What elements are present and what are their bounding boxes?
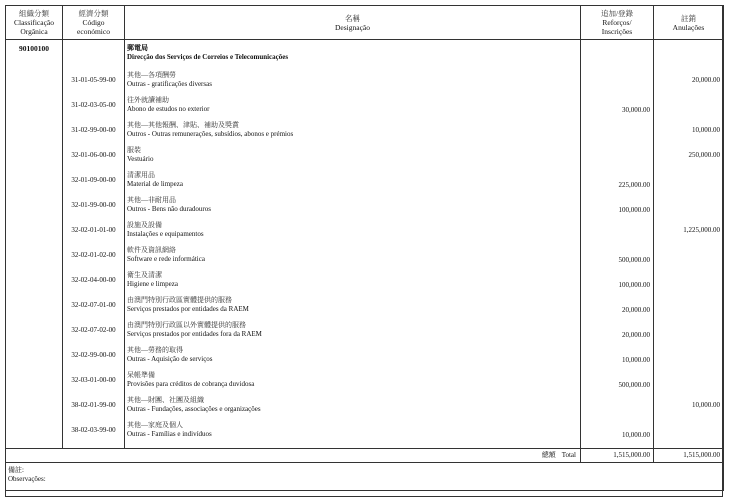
unit-ref-cell [581, 40, 654, 68]
header-des-zh: 名稱 [345, 13, 360, 23]
header-organic-classification [6, 6, 63, 40]
header-eco-pt1: Código [82, 18, 105, 27]
row-designation-pt: Abono de estudos no exterior [127, 105, 210, 113]
row-annulment [654, 243, 724, 268]
row-designation-zh: 其他—非耐用品 [127, 196, 176, 204]
row-designation-zh: 其他—其他報酬、津貼、補助及獎賞 [127, 121, 239, 129]
total-label [6, 449, 581, 463]
unit-name-cell [125, 40, 581, 68]
row-economic-code: 32-02-04-00-00 [63, 268, 125, 293]
unit-eco-cell [63, 40, 125, 68]
header-eco-zh: 經濟分類 [78, 9, 109, 18]
row-designation-pt: Serviços prestados por entidades da RAEM [127, 305, 249, 313]
row-economic-code: 32-03-01-00-00 [63, 368, 125, 393]
observations-label-zh: 備註: [8, 466, 24, 474]
row-designation [125, 318, 581, 343]
budget-table [5, 5, 724, 491]
row-designation-zh: 服裝 [127, 146, 141, 154]
row-designation [125, 418, 581, 443]
row-designation-pt: Serviços prestados por entidades fora da RAEM [127, 330, 262, 338]
table-row [6, 343, 724, 368]
row-annulment: 20,000.00 [654, 68, 724, 93]
row-designation [125, 368, 581, 393]
row-designation [125, 393, 581, 418]
row-designation-zh: 軟件及資訊網絡 [127, 246, 176, 254]
unit-name-pt: Direcção dos Serviços de Correios e Telecomunicações [127, 53, 289, 61]
row-economic-code: 31-02-03-05-00 [63, 93, 125, 118]
header-ref-pt1: Reforços/ [602, 18, 632, 27]
table-row [6, 118, 724, 143]
row-annulment [654, 193, 724, 218]
row-designation-zh: 其他—各項酬勞 [127, 71, 176, 79]
header-org-zh: 組織分類 [19, 9, 49, 18]
row-designation-zh: 其他—勞務的取得 [127, 346, 183, 354]
table-row [6, 393, 724, 418]
row-reinforcement [581, 118, 654, 143]
table-row [6, 368, 724, 393]
header-ref-zh: 追加/登錄 [600, 9, 634, 18]
row-reinforcement: 10,000.00 [581, 418, 654, 443]
header-annulments [654, 6, 724, 40]
row-designation [125, 168, 581, 193]
row-reinforcement [581, 218, 654, 243]
table-row [6, 168, 724, 193]
row-reinforcement: 225,000.00 [581, 168, 654, 193]
row-designation [125, 268, 581, 293]
row-designation [125, 218, 581, 243]
row-annulment [654, 268, 724, 293]
row-reinforcement: 500,000.00 [581, 368, 654, 393]
header-ref-pt2: Inscrições [601, 27, 633, 36]
row-economic-code: 32-02-99-00-00 [63, 343, 125, 368]
row-annulment: 1,225,000.00 [654, 218, 724, 243]
row-economic-code: 38-02-03-99-00 [63, 418, 125, 443]
header-designation [125, 6, 581, 40]
row-annulment: 10,000.00 [654, 118, 724, 143]
row-economic-code: 32-01-09-00-00 [63, 168, 125, 193]
row-designation-pt: Outros - Bens não duradouros [127, 205, 211, 213]
row-designation-pt: Outras - Fundações, associações e organizações [127, 405, 261, 413]
row-economic-code: 32-01-06-00-00 [63, 143, 125, 168]
total-annulment: 1,515,000.00 [654, 449, 724, 463]
row-designation-pt: Higiene e limpeza [127, 280, 178, 288]
row-designation-pt: Material de limpeza [127, 180, 183, 188]
row-designation-zh: 設施及設備 [127, 221, 162, 229]
row-economic-code: 32-02-01-02-00 [63, 243, 125, 268]
row-designation-zh: 由澳門特別行政區以外實體提供的服務 [127, 321, 246, 329]
header-des-pt: Designação [335, 22, 370, 32]
row-designation [125, 293, 581, 318]
row-designation-zh: 呆帳準備 [127, 371, 155, 379]
row-economic-code: 31-01-05-99-00 [63, 68, 125, 93]
row-annulment [654, 168, 724, 193]
observations-row [6, 463, 724, 491]
row-annulment: 250,000.00 [654, 143, 724, 168]
row-reinforcement: 100,000.00 [581, 193, 654, 218]
unit-row [6, 40, 724, 68]
total-row [6, 449, 724, 463]
observations-label-pt: Observações: [8, 475, 46, 483]
row-reinforcement [581, 393, 654, 418]
table-header-row [6, 6, 724, 40]
row-annulment [654, 293, 724, 318]
header-eco-pt2: económico [77, 27, 110, 36]
row-designation-zh: 衛生及清潔 [127, 271, 162, 279]
row-economic-code: 32-02-07-02-00 [63, 318, 125, 343]
row-reinforcement: 20,000.00 [581, 293, 654, 318]
row-annulment [654, 418, 724, 443]
row-reinforcement [581, 68, 654, 93]
table-row [6, 143, 724, 168]
row-economic-code: 32-02-01-01-00 [63, 218, 125, 243]
row-economic-code: 38-02-01-99-00 [63, 393, 125, 418]
table-row [6, 193, 724, 218]
row-designation-pt: Outras - gratificações diversas [127, 80, 212, 88]
row-designation [125, 243, 581, 268]
header-org-pt1: Classificação [14, 18, 54, 27]
table-row [6, 268, 724, 293]
table-row [6, 318, 724, 343]
row-economic-code: 32-02-07-01-00 [63, 293, 125, 318]
header-economic-code [63, 6, 125, 40]
row-annulment [654, 318, 724, 343]
row-designation [125, 68, 581, 93]
row-annulment [654, 343, 724, 368]
table-row [6, 418, 724, 443]
total-label-pt: Total [561, 451, 576, 459]
row-annulment [654, 368, 724, 393]
table-row [6, 243, 724, 268]
header-anu-pt: Anulações [672, 22, 705, 32]
table-row [6, 68, 724, 93]
row-designation [125, 143, 581, 168]
row-designation [125, 343, 581, 368]
header-org-pt2: Orgânica [20, 27, 48, 36]
row-reinforcement: 20,000.00 [581, 318, 654, 343]
unit-anu-cell [654, 40, 724, 68]
row-designation-pt: Vestuário [127, 155, 154, 163]
row-designation [125, 93, 581, 118]
row-reinforcement: 10,000.00 [581, 343, 654, 368]
row-designation-zh: 清潔用品 [127, 171, 155, 179]
row-reinforcement: 30,000.00 [581, 93, 654, 118]
row-reinforcement: 500,000.00 [581, 243, 654, 268]
row-economic-code: 31-02-99-00-00 [63, 118, 125, 143]
row-designation-zh: 往外就讀補助 [127, 96, 169, 104]
observations-cell [6, 463, 724, 491]
table-row [6, 293, 724, 318]
table-row [6, 93, 724, 118]
row-designation [125, 193, 581, 218]
row-designation-zh: 其他—家庭及個人 [127, 421, 183, 429]
row-designation-zh: 其他—財團、社團及組織 [127, 396, 204, 404]
row-designation-zh: 由澳門特別行政區實體提供的服務 [127, 296, 232, 304]
row-designation [125, 118, 581, 143]
unit-name-zh: 郵電局 [127, 44, 148, 52]
row-economic-code: 32-01-99-00-00 [63, 193, 125, 218]
table-row [6, 218, 724, 243]
total-label-zh: 總額 [541, 451, 556, 459]
row-designation-pt: Outras - Aquisição de serviços [127, 355, 213, 363]
unit-code: 90100100 [6, 40, 63, 68]
row-reinforcement [581, 143, 654, 168]
row-reinforcement: 100,000.00 [581, 268, 654, 293]
row-designation-pt: Instalações e equipamentos [127, 230, 204, 238]
total-reinforcement: 1,515,000.00 [581, 449, 654, 463]
row-designation-pt: Software e rede informática [127, 255, 205, 263]
row-annulment: 10,000.00 [654, 393, 724, 418]
row-designation-pt: Provisões para créditos de cobrança duvidosa [127, 380, 255, 388]
header-anu-zh: 註銷 [681, 13, 696, 23]
header-reinforcements [581, 6, 654, 40]
row-designation-pt: Outras - Famílias e indivíduos [127, 430, 212, 438]
row-annulment [654, 93, 724, 118]
row-designation-pt: Outros - Outras remunerações, subsídios, abonos e prémios [127, 130, 294, 138]
